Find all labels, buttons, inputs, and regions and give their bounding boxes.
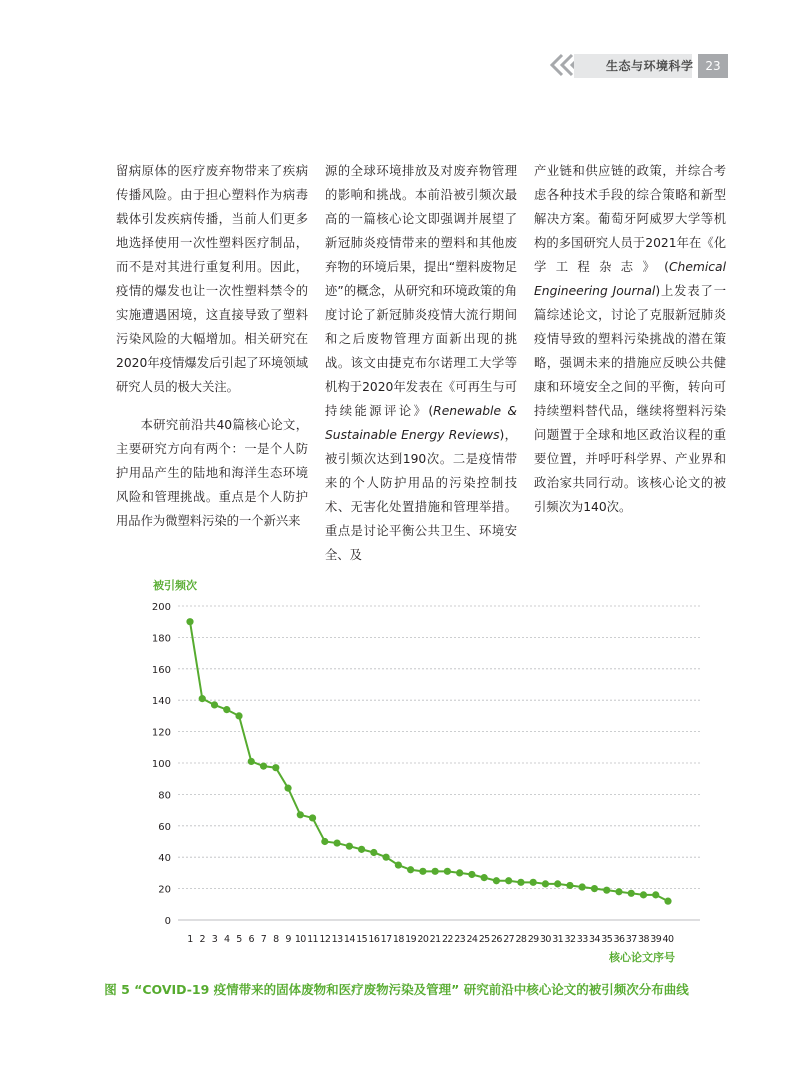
data-point [505, 877, 512, 884]
chart-y-ticks [152, 602, 171, 927]
text-column-2 [325, 159, 517, 567]
y-tick-label: 100 [151, 759, 171, 770]
data-point [542, 880, 549, 887]
x-tick-label: 24 [466, 934, 478, 945]
data-point [186, 618, 193, 625]
data-point [554, 880, 561, 887]
x-tick-label: 21 [429, 934, 441, 945]
data-point [211, 701, 218, 708]
data-point [419, 868, 426, 875]
data-point [309, 814, 316, 821]
x-tick-label: 8 [273, 934, 279, 945]
journal-name-en: Chemical Engineering Journal [534, 260, 726, 298]
x-tick-label: 22 [441, 934, 453, 945]
y-tick-label: 160 [151, 664, 171, 676]
x-tick-label: 2 [199, 934, 205, 945]
data-point [591, 885, 598, 892]
x-tick-label: 33 [576, 934, 588, 945]
data-point [407, 866, 414, 873]
data-point [383, 854, 390, 861]
x-tick-label: 7 [260, 934, 267, 945]
text-run: )上发表了一篇综述论文，讨论了克服新冠肺炎疫情导致的塑料污染挑战的潜在策略，强调未来的措施应反映公共健康和环境安全之间的平衡，转向可持续塑料替代品，继续将塑料污染问题置于全球和地区政治议程的重要位置，并呼吁科学界、产业界和政治家共同行动。该核心论文的被引频次为140次。 [534, 284, 726, 514]
x-tick-label: 20 [417, 934, 429, 945]
figure-caption: 图 5 “COVID-19 疫情带来的固体废物和医疗废物污染及管理” 研究前沿中核心论文的被引频次分布曲线 [104, 982, 689, 997]
text-run: )，被引频次达到190次。二是疫情带来的个人防护用品的污染控制技术、无害化处置措施和管理举措。重点是讨论平衡公共卫生、环境安全、及 [325, 428, 517, 562]
series-line [190, 622, 668, 901]
x-tick-label: 16 [368, 934, 380, 945]
data-point [346, 843, 353, 850]
journal-title: 生态与环境科学 [606, 59, 694, 73]
data-point [579, 883, 586, 890]
text-run: 产业链和供应链的政策，并综合考虑各种技术手段的综合策略和新型解决方案。葡萄牙阿威罗大学等机构的多国研究人员于2021年在《化学工程杂志》( [534, 164, 726, 274]
data-point [603, 887, 610, 894]
text-column-3 [534, 159, 726, 519]
y-tick-label: 0 [164, 916, 171, 927]
data-point [615, 888, 622, 895]
journal-name-en: Renewable & Sustainable Energy Reviews [325, 404, 517, 442]
x-tick-label: 25 [478, 934, 490, 945]
chart-grid [178, 606, 700, 920]
data-point [468, 871, 475, 878]
x-tick-label: 38 [638, 934, 649, 945]
data-point [272, 764, 279, 771]
data-point [566, 882, 573, 889]
data-point [223, 706, 230, 713]
x-tick-label: 39 [650, 934, 662, 945]
data-point [235, 712, 242, 719]
text-run: 源的全球环境排放及对废弃物管理的影响和挑战。本前沿被引频次最高的一篇核心论文即强调并展望了新冠肺炎疫情带来的塑料和其他废弃物的环境后果，提出“塑料废物足迹”的概念，从研究和环境政策的角度讨论了新冠肺炎疫情大流行期间和之后废物管理方面新出现的挑战。该文由捷克布尔诺理工大学等机构于2020年发表在《可再生与可持续能源评论》( [325, 164, 517, 418]
x-tick-label: 32 [564, 934, 576, 945]
chart-x-ticks [187, 934, 674, 945]
x-tick-label: 6 [248, 934, 255, 945]
x-tick-label: 18 [392, 934, 404, 945]
chart-y-axis-label: 被引频次 [153, 579, 197, 592]
y-tick-label: 180 [151, 633, 171, 645]
x-tick-label: 31 [552, 934, 564, 945]
paragraph [325, 159, 517, 567]
chart-series [190, 622, 668, 901]
y-tick-label: 20 [158, 884, 171, 896]
page-number: 23 [698, 54, 728, 78]
y-tick-label: 60 [158, 821, 171, 833]
chart-points [186, 618, 671, 905]
data-point [333, 839, 340, 846]
data-point [456, 869, 463, 876]
x-tick-label: 27 [503, 934, 515, 945]
x-tick-label: 1 [187, 934, 193, 945]
x-tick-label: 12 [319, 934, 331, 945]
y-tick-label: 40 [158, 853, 171, 865]
data-point [640, 891, 647, 898]
x-tick-label: 36 [613, 934, 625, 945]
x-tick-label: 3 [211, 934, 218, 945]
x-tick-label: 17 [380, 934, 392, 945]
chart-x-axis-label: 核心论文序号 [609, 951, 675, 964]
data-point [248, 758, 255, 765]
y-tick-label: 80 [158, 790, 171, 802]
data-point [284, 785, 291, 792]
x-tick-label: 15 [356, 934, 368, 945]
x-tick-label: 35 [601, 934, 613, 945]
data-point [517, 879, 524, 886]
x-tick-label: 23 [454, 934, 466, 945]
paragraph: 本研究前沿共40篇核心论文，主要研究方向有两个：一是个人防护用品产生的陆地和海洋生态环境风险和管理挑战。重点是个人防护用品作为微塑料污染的一个新兴来 [116, 418, 308, 528]
x-tick-label: 11 [307, 934, 319, 945]
data-point [664, 898, 671, 905]
x-tick-label: 34 [589, 934, 600, 945]
y-tick-label: 120 [151, 727, 171, 739]
data-point [370, 849, 377, 856]
data-point [444, 868, 451, 875]
x-tick-label: 29 [527, 934, 539, 945]
x-tick-label: 13 [331, 934, 343, 945]
x-tick-label: 37 [625, 934, 637, 945]
paragraph: 留病原体的医疗废弃物带来了疾病传播风险。由于担心塑料作为病毒载体引发疾病传播，当前人们更多地选择使用一次性塑料医疗制品，而不是对其进行重复利用。因此，疫情的爆发也让一次性塑料禁令的实施遭遇困境，这直接导致了塑料污染风险的大幅增加。相关研究在2020年疫情爆发后引起了环境领域研究人员的极大关注。 [116, 164, 308, 394]
data-point [199, 695, 206, 702]
x-tick-label: 10 [294, 934, 306, 945]
x-tick-label: 14 [343, 934, 355, 945]
x-tick-label: 5 [236, 934, 242, 945]
x-tick-label: 30 [539, 934, 551, 945]
x-tick-label: 26 [490, 934, 502, 945]
x-tick-label: 4 [224, 934, 230, 945]
data-point [260, 763, 267, 770]
y-tick-label: 200 [151, 602, 171, 613]
data-point [358, 846, 365, 853]
data-point [432, 868, 439, 875]
data-point [493, 877, 500, 884]
data-point [297, 811, 304, 818]
data-point [530, 879, 537, 886]
x-tick-label: 19 [405, 934, 417, 945]
x-tick-label: 9 [285, 934, 291, 945]
data-point [321, 838, 328, 845]
data-point [628, 890, 635, 897]
x-tick-label: 40 [662, 934, 674, 945]
data-point [395, 861, 402, 868]
data-point [481, 874, 488, 881]
paragraph [534, 159, 726, 519]
x-tick-label: 28 [515, 934, 527, 945]
y-tick-label: 140 [151, 696, 171, 708]
text-column-1 [116, 159, 308, 533]
data-point [652, 891, 659, 898]
